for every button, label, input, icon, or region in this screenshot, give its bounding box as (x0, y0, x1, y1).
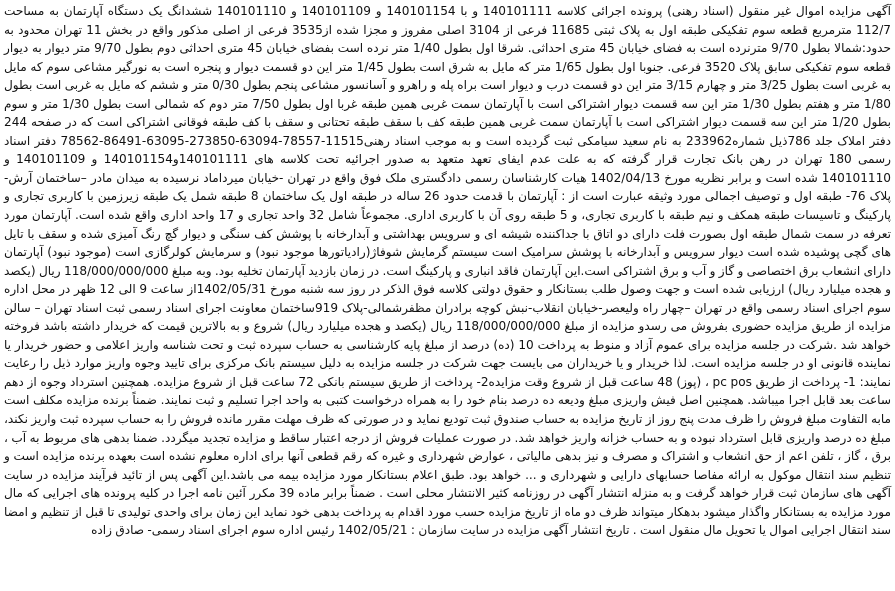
auction-notice-text: آگهی مزایده اموال غیر منقول (اسناد رهنی) پرونده اجرائی کلاسه 140101111 و با 140101154 و 140101109 و 140101110 ششدانگ یک دستگاه آپارتمان به مساحت 112/7 مترمربع قطعه سوم تفکیکی طبقه اول به پلاک ثبتی 11685 فرعی از 3104 اصلی مفروز و مجزا شده از3535 فرعی از اصلی مذکور واقع در بخش 11 تهران محدود به حدود:شمالا بطول 9/70 مترنرده است به فضای خیابان 45 متری احداثی. شرقا اول بطول 1/40 متر نرده است بفضای خیابان 45 متری احداثی دوم بطول 9/70 متر دیوار به دیوار قطعه سوم تفکیکی سابق پلاک 3520 فرعی. جنوبا اول بطول 1/65 متر که مایل به شرق است بطول 1/45 متر این دو قسمت دیوار و پنجره است به نورگیر مشاعی سوم که مایل به غربی است بطول 3/25 متر و چهارم 3/15 متر این دو قسمت درب و دیوار است براه پله و راهرو و آسانسور مشاعی پنجم بطول 0/30 متر و ششم که مایل به غربی است بطول 1/80 متر و هفتم بطول 1/30 متر این سه قسمت دیوار اشتراکی است با آپارتمان سمت غربی همین طبقه غربا اول بطول 7/50 متر دوم که شمالی است بطول 1/30 متر و سوم بطول 1/20 متر این سه قسمت دیوار اشتراکی است با آپارتمان سمت غربی همین طبقه کف با سقف طبقه تحتانی و سقف با کف طبقه فوقانی اشتراکی است که در صفحه 244 دفتر املاک جلد 786ذیل شماره233962 به نام سعید سیامکی ثبت گردیده است و به موجب اسناد رهنی11515-78557-63094-273850-63095-86491-78562 دفتر اسناد رسمی 180 تهران در رهن بانک تجارت قرار گرفته که به علت عدم ایفای تعهد متعهد به صدور اجرائیه تحت کلاسه های 140101111و140101154 و 140101109 و 140101110 شده است و برابر نظریه مورخ 1402/04/13 هیات کارشناسان رسمی دادگستری ملک فوق واقع در تهران -خیابان میرداماد نرسیده به میدان مادر –ساختمان آرش- پلاک 76- طبقه اول و توصیف اجمالی مورد وثیقه عبارت است از : آپارتمان با قدمت حدود 26 ساله در طبقه اول یک ساختمان 8 طبقه شمل یک طبقه زیرزمین با کاربری تجاری و پارکینگ و تاسیسات طبقه همکف و نیم طبقه با کاربری تجاری، و 5 طبقه روی آن با کاربری اداری. مجموعاً شامل 32 واحد تجاری و 17 واحد اداری واقع شده است. آپارتمان مورد تعرفه در سمت شمال طبقه اول بصورت فلت دارای دو اتاق با جداکننده شیشه ای و سرویس بهداشتی و آبدارخانه با پوشش کف سنگی و دیوار گچ رنگ آمیزی شده و سقف با تایل های گچی پوشیده شده است دیوار سرویس و آبدارخانه با پوشش سرامیک است سیستم گرمایش شوفاژ(رادیاتورها موجود نبود) و سرمایش کولرگازی است (موجود نبود) آپارتمان دارای انشعاب برق اختصاصی و گاز و آب و برق اشتراکی است.این آپارتمان فاقد انباری و پارکینگ است. در زمان بازدید آپارتمان تخلیه بود. وبه مبلغ 118/000/000/000 ریال (یکصد و هجده میلیارد ریال) ارزیابی شده است و جهت وصول طلب بستانکار و حقوق دولتی کلاسه فوق الذکر در روز سه شنبه مورخ 1402/05/31از ساعت 9 الی 12 ظهر در محل اداره سوم اجرای اسناد رسمی واقع در تهران –چهار راه ولیعصر-خیابان انقلاب-نبش کوچه برادران مظفرشمالی-پلاک 919ساختمان معاونت اجرای اسناد رسمی ثبت اسناد تهران – سالن مزایده از طریق مزایده حضوری بفروش می رسدو مزایده از مبلغ 118/000/000/000 ریال (یکصد و هجده میلیارد ریال) شروع و به بالاترین قیمت که خریدار داشته باشد فروخته خواهد شد .شرکت در جلسه مزایده برای عموم آزاد و منوط به پرداخت 10 (ده) درصد از مبلغ پایه کارشناسی به حساب سپرده ثبت و تحت شناسه واریز اعلامی و حضور خریدار یا نماینده قانونی او در جلسه مزایده است. لذا خریدار و یا خریداران می بایست جهت شرکت در جلسه مزایده به دلیل سیستم بانک مرکزی برای تایید وجوه واریز موارد ذیل را رعایت نمایند: 1- پرداخت از طریق pc pos ، (پوز) 48 ساعت قبل از شروع وقت مزایده2- پرداخت از طریق سیستم بانکی 72 ساعت قبل از شروع مزایده. همچنین استرداد وجوه از دهم ساعت بعد قابل اجرا میباشد. همچنین اصل فیش واریزی مبلغ ودیعه ده درصد بنام خود را به همراه درخواست کتبی به واحد اجرا تسلیم و ثبت نمایند. ضمناً برنده مزایده مکلف است مابه التفاوت مبلغ فروش را ظرف مدت پنج روز از تاریخ مزایده به حساب صندوق ثبت تودیع نماید و در صورتی که ظرف مهلت مقرر مانده فروش را به حساب سپرده ثبت واریز نکند، مبلغ ده درصد واریزی قابل استرداد نبوده و به حساب خزانه واریز خواهد شد. در صورت عملیات فروش از درجه اعتبار ساقط و مزایده تجدید میگردد. ضمنا بدهی های مربوط به آب ، برق ، گاز ، تلفن اعم از حق انشعاب و اشتراک و مصرف و نیز بدهی مالیاتی ، عوارض شهرداری و غیره که رقم قطعی آنها برای اداره معلوم نشده است بعهده برنده مزایده است و تنظیم سند انتقال موکول به ارائه مفاصا حسابهای دارایی و شهرداری و ... خواهد بود. طبق اعلام بستانکار مورد مزایده بیمه می باشد.این آگهی پس از تائید فرآیند مزایده در سایت آگهی های سازمان ثبت قرار خواهد گرفت و به منزله انتشار آگهی در روزنامه کثیر الانتشار محلی است . ضمناً برابر ماده 39 مکرر آئین نامه اجرا در کلیه پرونده های اجرایی که مال مورد مزایده به بستانکار واگذار میشود بدهکار میتواند ظرف دو ماه از تاریخ مزایده حسب مورد اقدام به پرداخت بدهی خود نماید این زمان برای واحدی تولیدی تا قبل از تنظیم و امضا سند انتقال اجرایی اموال یا تحویل مال منقول است . تاریخ انتشار آگهی مزایده در سایت سازمان : 1402/05/21 رئیس اداره سوم اجرای اسناد رسمی- صادق زاده (4, 4, 892, 538)
